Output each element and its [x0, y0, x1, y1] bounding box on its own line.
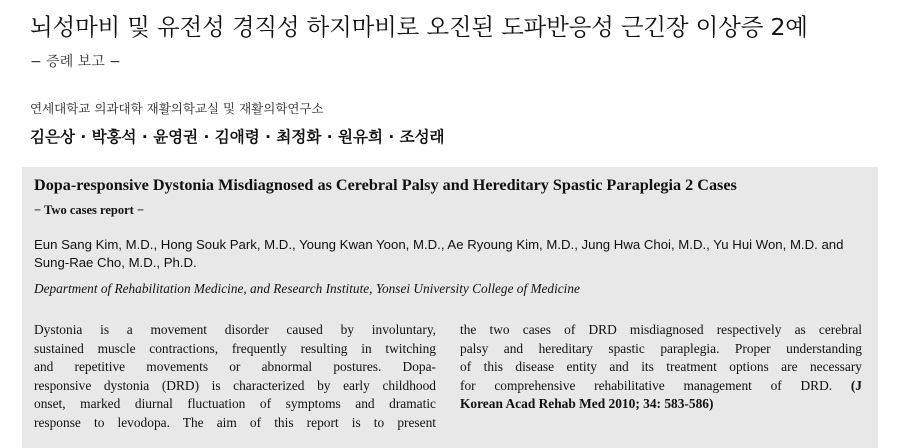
english-authors: Eun Sang Kim, M.D., Hong Souk Park, M.D., Young Kwan Yoon, M.D., Ae Ryoung Kim, M.D., Jung Hwa Choi, M.D., Yu Hui Won, M.D. and Sung-Rae Cho, M.D., Ph.D.	[34, 237, 844, 270]
english-subtitle: − Two cases report −	[34, 203, 145, 217]
korean-title: 뇌성마비 및 유전성 경직성 하지마비로 오진된 도파반응성 근긴장 이상증 2예	[30, 13, 808, 41]
abstract-line: response to levodopa. The aim of this report is to present	[34, 414, 436, 430]
citation-start: (J	[850, 377, 862, 393]
abstract-line: palsy and hereditary spastic paraplegia. Proper understanding	[460, 340, 862, 356]
abstract-left-column	[34, 321, 436, 432]
korean-affiliation: 연세대학교 의과대학 재활의학교실 및 재활의학연구소	[30, 101, 324, 116]
abstract-line: and repetitive movements or abnormal postures. Dopa-	[34, 359, 436, 374]
abstract-line: onset, marked diurnal fluctuation of symptoms and dramatic	[34, 396, 436, 411]
abstract-line: the two cases of DRD misdiagnosed respectively as cerebral	[460, 322, 862, 337]
korean-authors: 김은상 · 박홍석 · 윤영권 · 김애령 · 최정화 · 원유희 · 조성래	[30, 128, 445, 146]
english-title: Dopa-responsive Dystonia Misdiagnosed as Cerebral Palsy and Hereditary Spastic Paraplegia 2 Cases	[34, 176, 737, 194]
abstract-line: sustained muscle contractions, frequently resulting in twitching	[34, 340, 436, 356]
english-affiliation: Department of Rehabilitation Medicine, and Research Institute, Yonsei University College of Medicine	[34, 281, 580, 296]
abstract-line: Dystonia is a movement disorder caused by involuntary,	[34, 322, 436, 337]
abstract-line-with-citation	[460, 377, 862, 396]
abstract-line: of this disease entity and its treatment options are necessary	[460, 359, 862, 374]
abstract-right-column	[460, 321, 862, 414]
korean-subtitle: − 증례 보고 −	[30, 54, 121, 70]
abstract-line: responsive dystonia (DRD) is characterized by early childhood	[34, 377, 436, 393]
citation: Korean Acad Rehab Med 2010; 34: 583-586)	[460, 396, 714, 411]
abstract-line-text: for comprehensive rehabilitative management of DRD.	[460, 377, 833, 393]
